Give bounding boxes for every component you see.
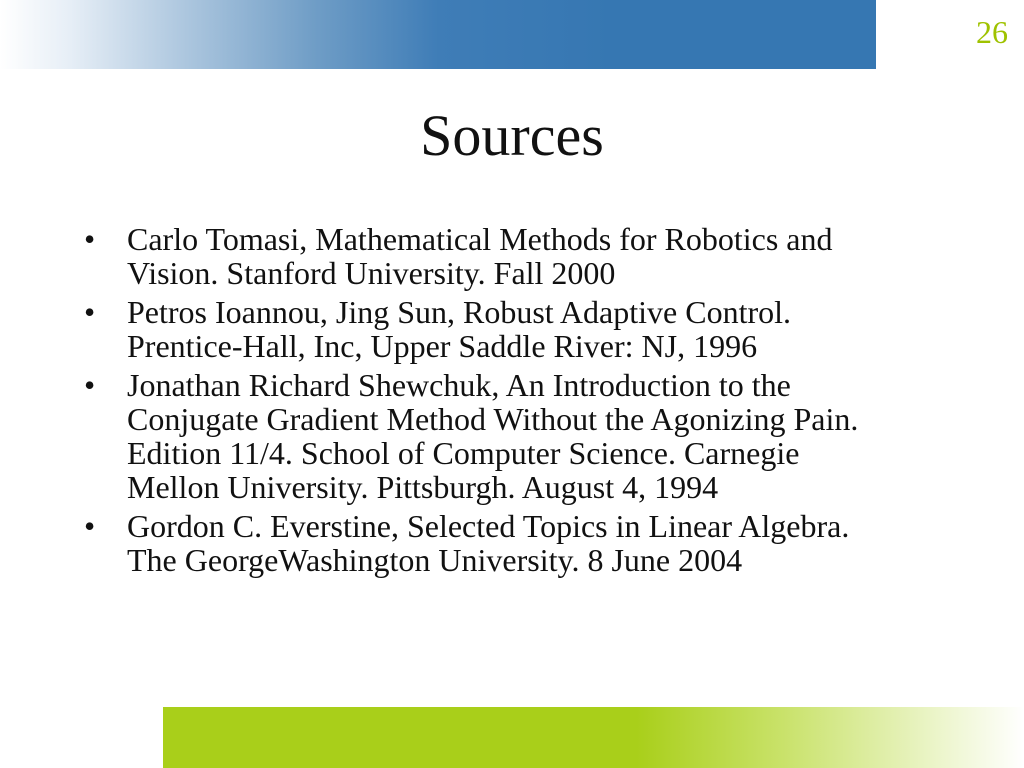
slide-number: 26 xyxy=(976,14,1008,50)
slide-title: Sources xyxy=(420,103,604,168)
bottom-decorative-band xyxy=(163,707,1024,768)
list-item xyxy=(80,295,960,363)
sources-list xyxy=(80,222,960,582)
bullet-icon: • xyxy=(84,294,96,330)
list-item xyxy=(80,222,960,290)
bullet-icon: • xyxy=(84,221,96,257)
source-line: Mellon University. Pittsburgh. August 4, 1994 xyxy=(127,469,719,505)
bullet-icon: • xyxy=(84,508,96,544)
source-line: Vision. Stanford University. Fall 2000 xyxy=(127,255,616,291)
source-line: Edition 11/4. School of Computer Science. Carnegie xyxy=(127,435,800,471)
source-line: Conjugate Gradient Method Without the Agonizing Pain. xyxy=(127,401,859,437)
bullet-icon: • xyxy=(84,367,96,403)
top-decorative-band xyxy=(0,0,876,69)
list-item xyxy=(80,368,960,504)
source-line: Carlo Tomasi, Mathematical Methods for Robotics and xyxy=(127,221,833,257)
source-line: Gordon C. Everstine, Selected Topics in Linear Algebra. xyxy=(127,508,850,544)
source-line: Jonathan Richard Shewchuk, An Introduction to the xyxy=(127,367,791,403)
source-line: Prentice-Hall, Inc, Upper Saddle River: NJ, 1996 xyxy=(127,328,758,364)
source-line: The GeorgeWashington University. 8 June 2004 xyxy=(127,542,743,578)
list-item xyxy=(80,509,960,577)
source-line: Petros Ioannou, Jing Sun, Robust Adaptive Control. xyxy=(127,294,791,330)
